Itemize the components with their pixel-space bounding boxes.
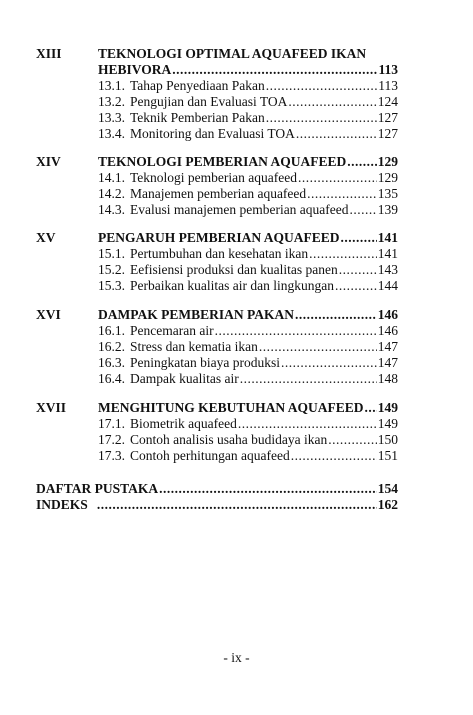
entry-title: Peningkatan biaya produksi bbox=[130, 355, 280, 370]
chapter-number: XVI bbox=[36, 307, 61, 322]
entry-title: Eefisiensi produksi dan kualitas panen bbox=[130, 262, 338, 277]
dot-leader bbox=[172, 62, 377, 78]
dot-leader bbox=[339, 262, 377, 278]
entry-title: Monitoring dan Evaluasi TOA bbox=[130, 126, 295, 141]
entry-number: 15.3. bbox=[98, 278, 125, 293]
entry-title: Dampak kualitas air bbox=[130, 371, 239, 386]
toc-entry-14-2[interactable] bbox=[98, 186, 398, 202]
dot-leader bbox=[298, 170, 377, 186]
entry-number: 13.3. bbox=[98, 110, 125, 125]
dot-leader bbox=[238, 416, 377, 432]
entry-title: DAFTAR PUSTAKA bbox=[36, 481, 159, 496]
entry-page: 146 bbox=[377, 323, 398, 338]
toc-entry-14-3[interactable] bbox=[98, 202, 398, 218]
chapter-title-row[interactable] bbox=[98, 400, 398, 416]
dot-leader bbox=[259, 339, 377, 355]
entry-page: 127 bbox=[377, 110, 398, 125]
dot-leader bbox=[347, 154, 376, 170]
dot-leader bbox=[296, 126, 377, 142]
entry-page: 113 bbox=[378, 78, 398, 93]
entry-number: 17.1. bbox=[98, 416, 125, 431]
entry-number: 17.2. bbox=[98, 432, 125, 447]
toc-entry-indeks[interactable] bbox=[36, 497, 398, 513]
entry-title: Evalusi manajemen pemberian aquafeed bbox=[130, 202, 349, 217]
entry-page: 150 bbox=[377, 432, 398, 447]
entry-title: Perbaikan kualitas air dan lingkungan bbox=[130, 278, 334, 293]
toc-entry-13-3[interactable] bbox=[98, 110, 398, 126]
entry-number: 17.3. bbox=[98, 448, 125, 463]
entry-page: 143 bbox=[377, 262, 398, 277]
entry-page: 135 bbox=[377, 186, 398, 201]
dot-leader bbox=[309, 246, 377, 262]
dot-leader bbox=[288, 94, 376, 110]
entry-title: Pertumbuhan dan kesehatan ikan bbox=[130, 246, 309, 261]
page-number: - ix - bbox=[223, 650, 250, 665]
entry-title: Pengujian dan Evaluasi TOA bbox=[130, 94, 288, 109]
entry-page: 139 bbox=[377, 202, 398, 217]
toc-entry-13-2[interactable] bbox=[98, 94, 398, 110]
toc-entry-15-2[interactable] bbox=[98, 262, 398, 278]
chapter-page: 149 bbox=[377, 400, 398, 415]
dot-leader bbox=[335, 278, 377, 294]
entry-page: 147 bbox=[377, 339, 398, 354]
dot-leader bbox=[240, 371, 377, 387]
chapter-number: XIII bbox=[36, 46, 62, 61]
dot-leader bbox=[365, 400, 377, 416]
chapter-title-row[interactable] bbox=[98, 307, 398, 323]
entry-title: INDEKS bbox=[36, 497, 88, 512]
dot-leader bbox=[266, 110, 377, 126]
chapter-title-line2: HEBIVORA bbox=[98, 62, 172, 77]
toc-entry-15-1[interactable] bbox=[98, 246, 398, 262]
entry-page: 154 bbox=[377, 481, 398, 496]
chapter-title-row[interactable] bbox=[98, 230, 398, 246]
chapter-title: DAMPAK PEMBERIAN PAKAN bbox=[98, 307, 294, 322]
entry-title: Contoh analisis usaha budidaya ikan bbox=[130, 432, 328, 447]
dot-leader bbox=[97, 497, 377, 513]
toc-entry-14-1[interactable] bbox=[98, 170, 398, 186]
toc-entry-13-4[interactable] bbox=[98, 126, 398, 142]
dot-leader bbox=[266, 78, 377, 94]
entry-page: 148 bbox=[377, 371, 398, 386]
toc-entry-16-4[interactable] bbox=[98, 371, 398, 387]
entry-number: 15.1. bbox=[98, 246, 125, 261]
dot-leader bbox=[341, 230, 377, 246]
entry-title: Biometrik aquafeed bbox=[130, 416, 237, 431]
entry-number: 13.4. bbox=[98, 126, 125, 141]
entry-page: 149 bbox=[377, 416, 398, 431]
chapter-title-line1: TEKNOLOGI OPTIMAL AQUAFEED IKAN bbox=[98, 46, 367, 61]
toc-entry-17-2[interactable] bbox=[98, 432, 398, 448]
dot-leader bbox=[159, 481, 377, 497]
entry-page: 147 bbox=[377, 355, 398, 370]
entry-page: 124 bbox=[377, 94, 398, 109]
chapter-title-row[interactable] bbox=[98, 62, 398, 78]
entry-title: Stress dan kematia ikan bbox=[130, 339, 258, 354]
entry-number: 15.2. bbox=[98, 262, 125, 277]
chapter-number: XV bbox=[36, 230, 56, 245]
toc-entry-daftar-pustaka[interactable] bbox=[36, 481, 398, 497]
entry-page: 151 bbox=[377, 448, 398, 463]
entry-number: 14.3. bbox=[98, 202, 125, 217]
entry-number: 13.1. bbox=[98, 78, 125, 93]
entry-title: Teknologi pemberian aquafeed bbox=[130, 170, 297, 185]
entry-title: Manajemen pemberian aquafeed bbox=[130, 186, 307, 201]
entry-page: 129 bbox=[377, 170, 398, 185]
entry-page: 127 bbox=[377, 126, 398, 141]
chapter-page: 146 bbox=[377, 307, 398, 322]
entry-number: 16.1. bbox=[98, 323, 125, 338]
dot-leader bbox=[295, 307, 377, 323]
dot-leader bbox=[350, 202, 377, 218]
dot-leader bbox=[215, 323, 377, 339]
chapter-number: XVII bbox=[36, 400, 67, 415]
chapter-page: 141 bbox=[377, 230, 398, 245]
toc-entry-17-3[interactable] bbox=[98, 448, 398, 464]
entry-number: 16.4. bbox=[98, 371, 125, 386]
entry-number: 16.3. bbox=[98, 355, 125, 370]
toc-entry-16-3[interactable] bbox=[98, 355, 398, 371]
entry-title: Pencemaran air bbox=[130, 323, 214, 338]
entry-number: 16.2. bbox=[98, 339, 125, 354]
entry-title: Teknik Pemberian Pakan bbox=[130, 110, 265, 125]
toc-entry-16-1[interactable] bbox=[98, 323, 398, 339]
chapter-title: MENGHITUNG KEBUTUHAN AQUAFEED bbox=[98, 400, 364, 415]
entry-number: 13.2. bbox=[98, 94, 125, 109]
chapter-page: 113 bbox=[378, 62, 398, 77]
dot-leader bbox=[307, 186, 377, 202]
entry-page: 144 bbox=[377, 278, 398, 293]
chapter-title: PENGARUH PEMBERIAN AQUAFEED bbox=[98, 230, 340, 245]
chapter-page: 129 bbox=[377, 154, 398, 169]
entry-page: 141 bbox=[377, 246, 398, 261]
chapter-number: XIV bbox=[36, 154, 61, 169]
dot-leader bbox=[291, 448, 377, 464]
toc-entry-17-1[interactable] bbox=[98, 416, 398, 432]
entry-page: 162 bbox=[377, 497, 398, 512]
chapter-title: TEKNOLOGI PEMBERIAN AQUAFEED bbox=[98, 154, 347, 169]
chapter-title-row[interactable] bbox=[98, 154, 398, 170]
toc-entry-13-1[interactable] bbox=[98, 78, 398, 94]
toc-entry-15-3[interactable] bbox=[98, 278, 398, 294]
entry-number: 14.1. bbox=[98, 170, 125, 185]
dot-leader bbox=[281, 355, 377, 371]
entry-title: Contoh perhitungan aquafeed bbox=[130, 448, 290, 463]
entry-title: Tahap Penyediaan Pakan bbox=[130, 78, 265, 93]
dot-leader bbox=[328, 432, 377, 448]
toc-entry-16-2[interactable] bbox=[98, 339, 398, 355]
entry-number: 14.2. bbox=[98, 186, 125, 201]
